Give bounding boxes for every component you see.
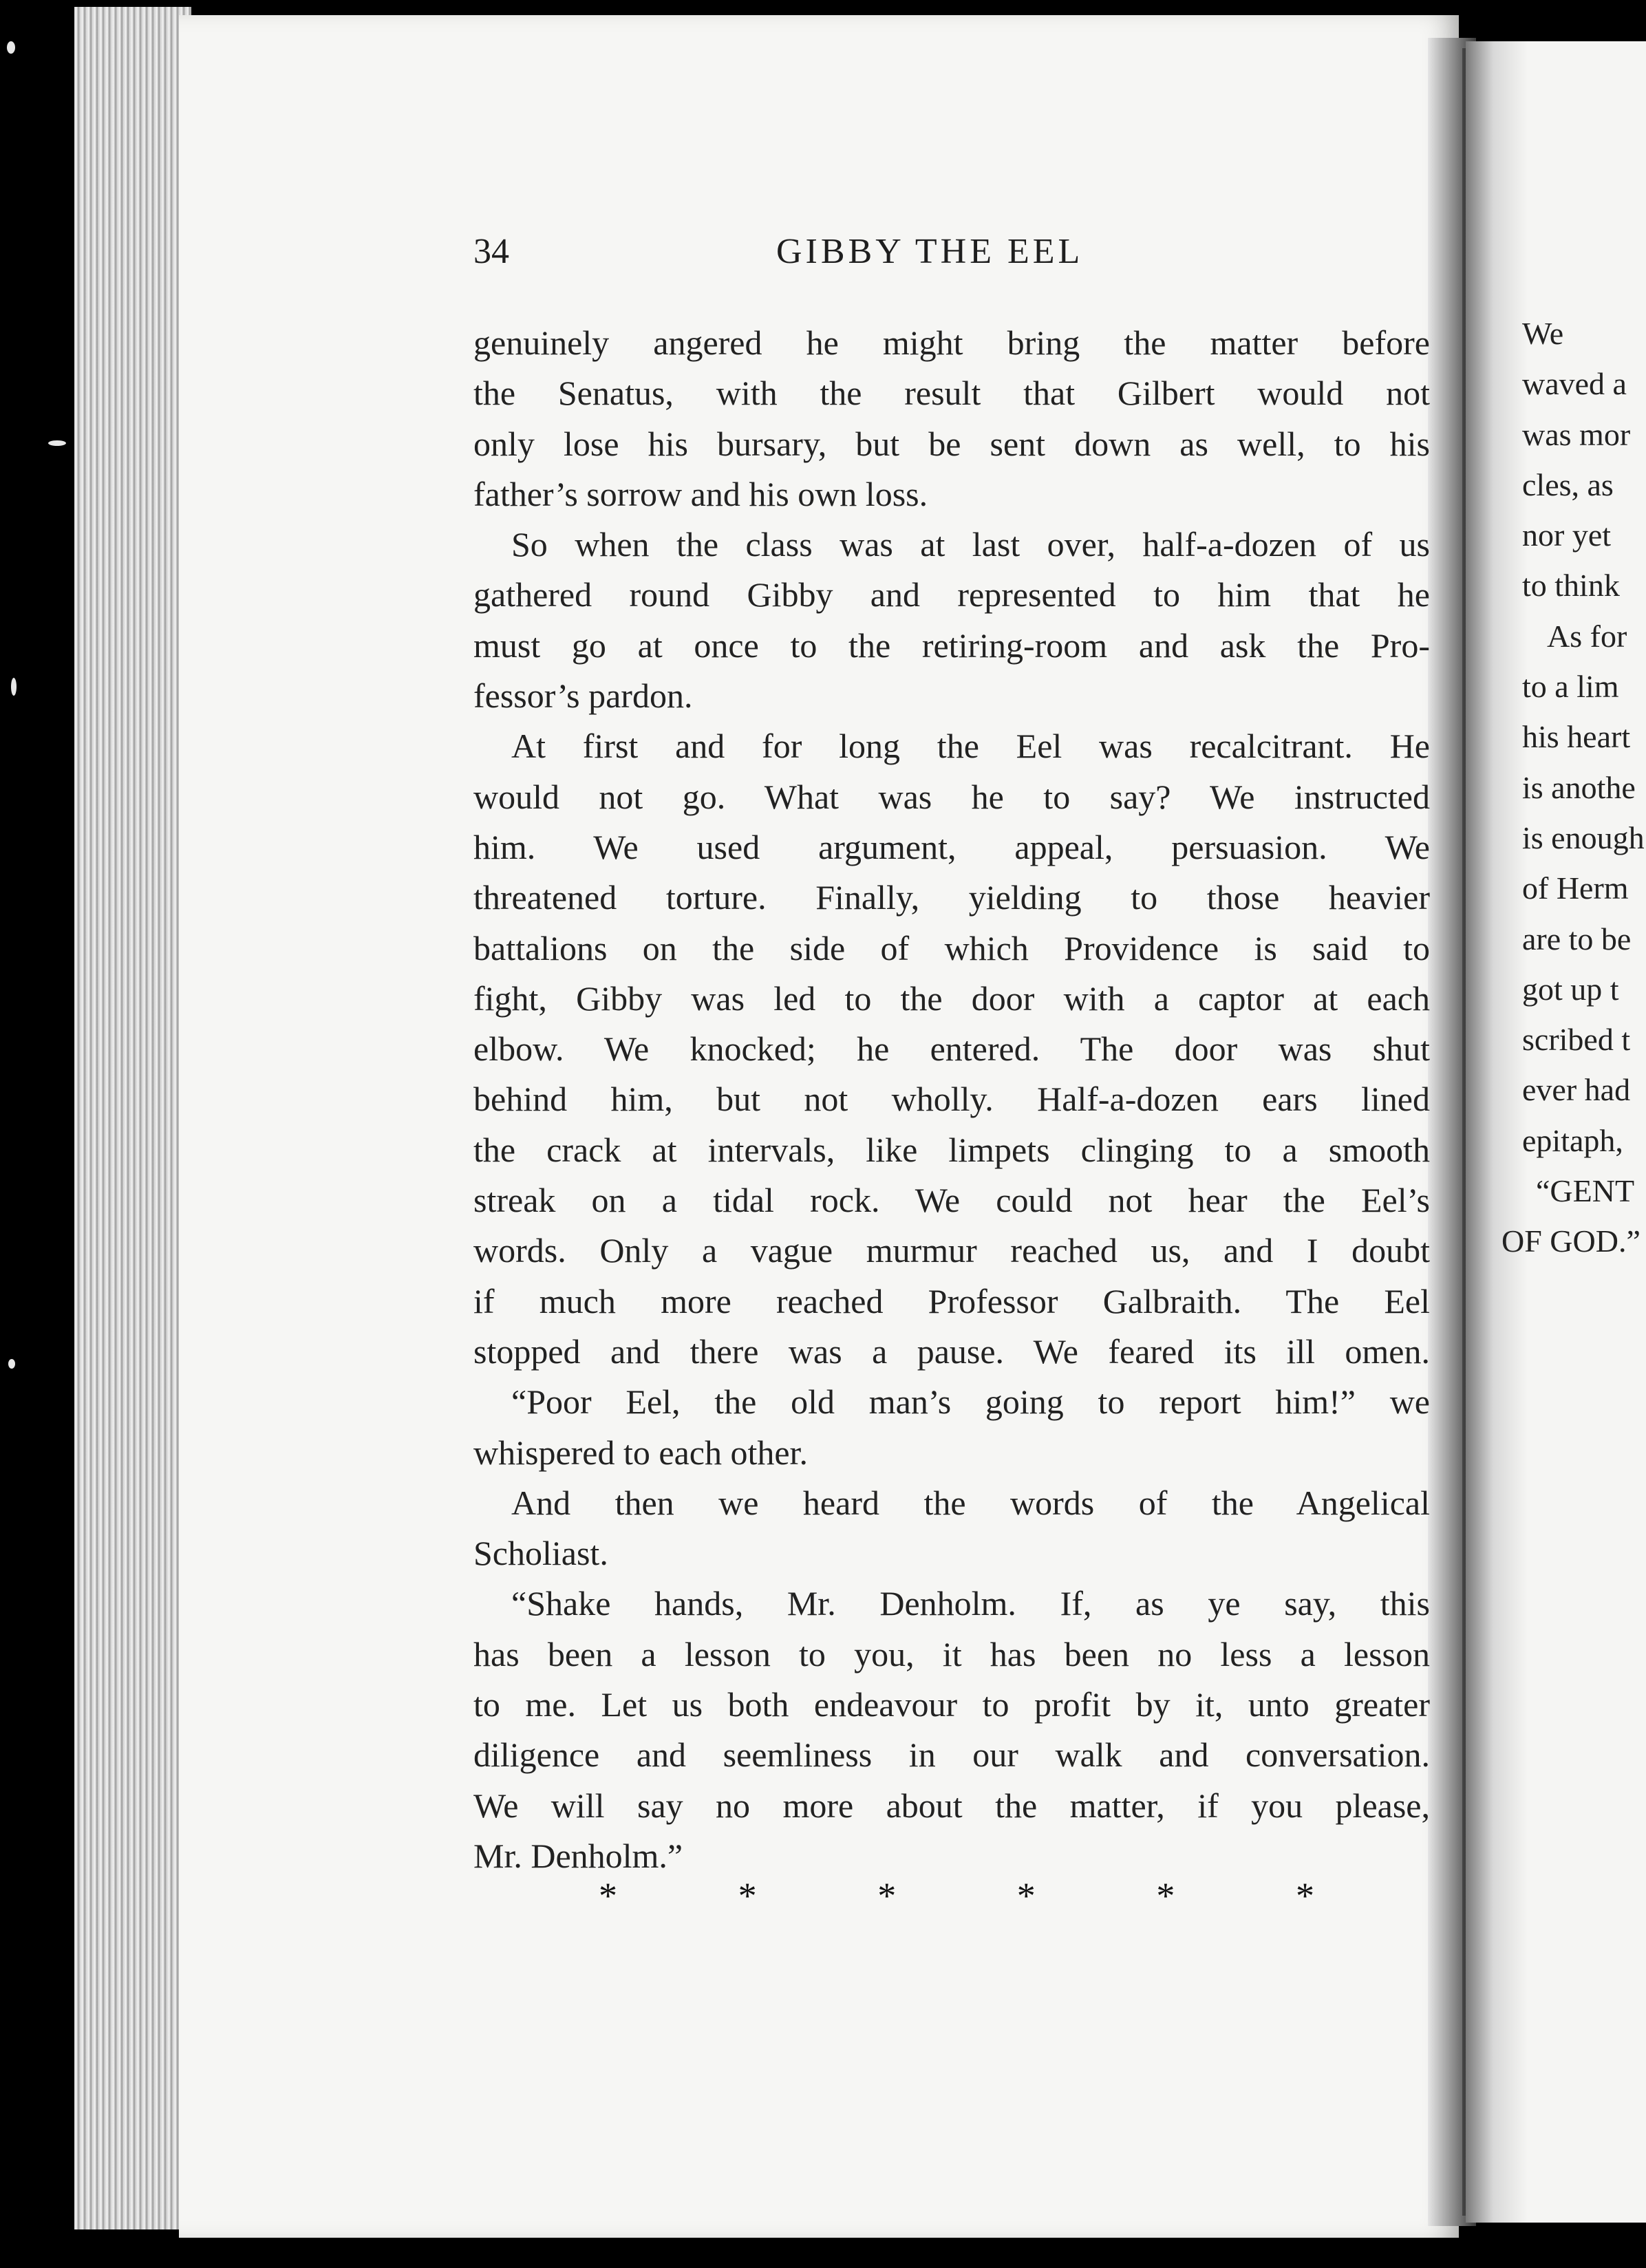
text-line: words. Only a vague murmur reached us, and I doubt <box>473 1231 1430 1270</box>
facing-text-line: cles, as <box>1522 467 1614 502</box>
asterisk: * <box>738 1875 757 1916</box>
text-line: genuinely angered he might bring the matter before <box>473 323 1430 362</box>
text-line: behind him, but not wholly. Half-a-dozen ears lined <box>473 1080 1430 1119</box>
text-line: battalions on the side of which Providence is said to <box>473 928 1430 967</box>
asterisk: * <box>1295 1875 1314 1916</box>
facing-text-line: are to be <box>1522 921 1632 956</box>
text-line: has been a lesson to you, it has been no less a lesson <box>473 1634 1430 1673</box>
body-text <box>473 318 1430 1881</box>
facing-text-line: scribed t <box>1522 1022 1631 1058</box>
scan-speck <box>11 678 17 696</box>
text-line: threatened torture. Finally, yielding to those heavier <box>473 878 1430 917</box>
facing-text-line: ever had <box>1522 1072 1631 1108</box>
text-line: fight, Gibby was led to the door with a captor at each <box>473 978 1430 1018</box>
text-line: stopped and there was a pause. We feared its ill omen. <box>473 1331 1430 1371</box>
asterisk: * <box>1016 1875 1036 1916</box>
facing-text-line: OF GOD.” <box>1501 1223 1640 1259</box>
text-line: if much more reached Professor Galbraith. The Eel <box>473 1281 1430 1320</box>
facing-text-line: waved a <box>1522 366 1627 402</box>
text-line: And then we heard the words of the Angelical <box>511 1483 1430 1522</box>
text-line: only lose his bursary, but be sent down as well, to his <box>473 424 1430 463</box>
facing-text-line: to a lim <box>1522 669 1619 705</box>
text-line: elbow. We knocked; he entered. The door was shut <box>473 1029 1430 1069</box>
text-line: him. We used argument, appeal, persuasion. We <box>473 827 1430 866</box>
facing-text-line: We <box>1522 316 1564 351</box>
text-line: Scholiast. <box>473 1534 608 1573</box>
asterisk: * <box>599 1875 617 1916</box>
scan-speck <box>48 440 66 446</box>
running-head: GIBBY THE EEL <box>776 232 1084 271</box>
text-line: gathered round Gibby and represented to him that he <box>473 575 1430 614</box>
section-break <box>599 1872 1314 1920</box>
page-header <box>473 231 1430 279</box>
text-line: the Senatus, with the result that Gilbert would not <box>473 374 1430 413</box>
text-line: At first and for long the Eel was recalcitrant. He <box>511 727 1430 766</box>
asterisk: * <box>1156 1875 1175 1916</box>
text-line: So when the class was at last over, half-a-dozen of us <box>511 525 1430 564</box>
text-line: father’s sorrow and his own loss. <box>473 474 928 513</box>
stacked-page-edges <box>74 7 191 2229</box>
text-line: would not go. What was he to say? We instructed <box>473 777 1430 816</box>
scan-speck <box>8 1359 15 1369</box>
text-line: “Poor Eel, the old man’s going to report him!” we <box>511 1382 1430 1422</box>
facing-text-line: “GENT <box>1536 1173 1635 1209</box>
scan-speck <box>7 41 15 54</box>
text-line: fessor’s pardon. <box>473 676 693 716</box>
text-line: whispered to each other. <box>473 1433 808 1472</box>
facing-text-line: is anothe <box>1522 769 1636 805</box>
text-line: “Shake hands, Mr. Denholm. If, as ye say, this <box>511 1584 1430 1623</box>
text-line: the crack at intervals, like limpets clinging to a smooth <box>473 1130 1430 1169</box>
facing-text-line: to think <box>1522 568 1620 603</box>
facing-text-line: is enough <box>1522 820 1645 855</box>
facing-text-line: As for <box>1547 618 1627 654</box>
text-line: diligence and seemliness in our walk and conversation. <box>473 1735 1430 1775</box>
facing-page-text <box>1501 308 1646 1267</box>
asterisk: * <box>877 1875 897 1916</box>
facing-text-line: nor yet <box>1522 517 1612 553</box>
text-line: We will say no more about the matter, if you please, <box>473 1786 1430 1825</box>
text-line: Mr. Denholm.” <box>473 1836 683 1875</box>
facing-text-line: got up t <box>1522 971 1619 1007</box>
text-line: must go at once to the retiring-room and ask the Pro- <box>473 625 1430 665</box>
facing-text-line: his heart <box>1522 719 1631 755</box>
text-line: streak on a tidal rock. We could not hear the Eel’s <box>473 1181 1430 1220</box>
text-line: to me. Let us both endeavour to profit by it, unto greater <box>473 1685 1430 1724</box>
facing-text-line: epitaph, <box>1522 1122 1623 1158</box>
facing-text-line: was mor <box>1522 416 1631 452</box>
page-number: 34 <box>473 232 509 271</box>
facing-text-line: of Herm <box>1522 870 1629 906</box>
